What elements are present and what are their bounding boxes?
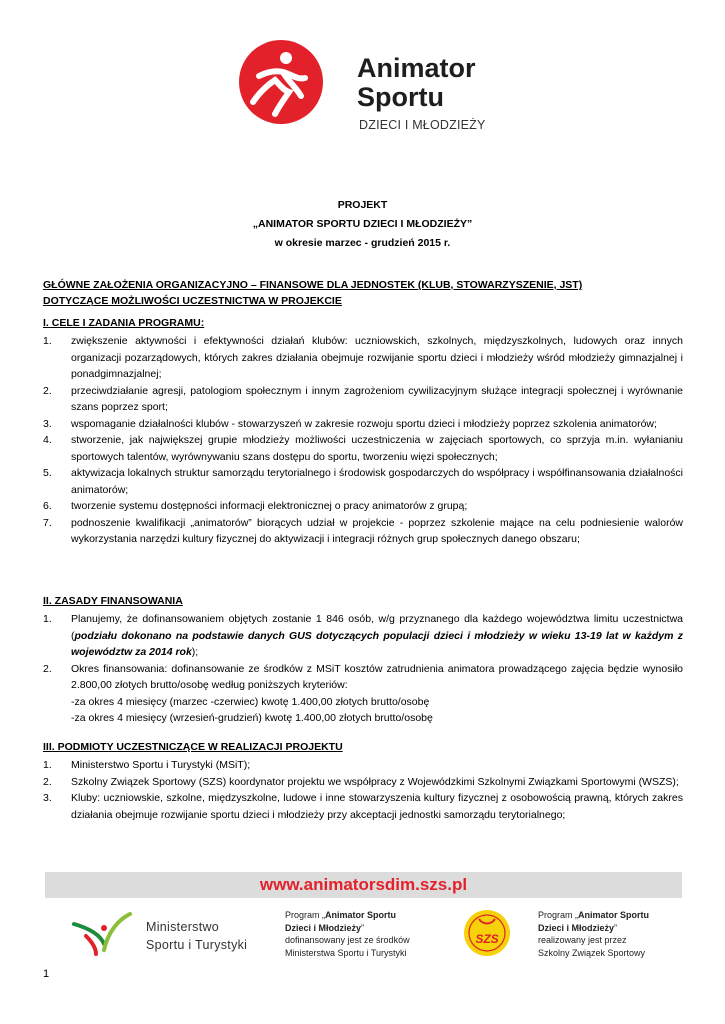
- header-line-3: w okresie marzec - grudzień 2015 r.: [274, 237, 451, 249]
- szs-logo-icon: [463, 909, 511, 957]
- logo-subtitle: DZIECI I MŁODZIEŻY: [359, 118, 486, 132]
- runner-icon: [239, 40, 323, 124]
- main-heading-line1: GŁÓWNE ZAŁOŻENIA ORGANIZACYJNO – FINANSOWE DLA JEDNOSTEK (KLUB, STOWARZYSZENIE, JST): [43, 279, 583, 291]
- list-item: 1. Planujemy, że dofinansowaniem objętych zostanie 1 846 osób, w/g przyznanego dla każdego województwa limitu uczestnictwa (podziału dokonano na podstawie danych GUS dotyczących populacji dzieci i młodzieży w wieku 13-19 lat w każdym z województw za 2014 rok);: [43, 613, 683, 658]
- main-heading-line2: DOTYCZĄCE MOŻLIWOŚCI UCZESTNICTWA W PROJEKCIE: [43, 294, 342, 307]
- szs-logo-text: SZS: [475, 932, 499, 946]
- list-item: 2. Okres finansowania: dofinansowanie ze środków z MSiT kosztów zatrudnienia animatora prowadzącego zajęcia będzie wynosiło 2.800,00 złotych brutto/osobę według poniższych kryteriów: -za okres 4 miesięcy (marzec -czerwiec) kwotę 1.400,00 złotych brutto/osobę -za okres 4 miesięcy (wrzesień-grudzień) kwotę 1.400,00 złotych brutto/osobę: [43, 662, 683, 724]
- list-item: 3. wspomaganie działalności klubów - stowarzyszeń w zakresie rozwoju sportu dzieci i młodzieży poprzez szkolenia animatorów;: [43, 417, 657, 430]
- page-number: 1: [43, 968, 50, 980]
- section-2-title: II. ZASADY FINANSOWANIA: [43, 595, 183, 607]
- list-item: 1. Ministerstwo Sportu i Turystyki (MSiT);: [43, 759, 251, 771]
- logo-title-line1: Animator: [357, 53, 476, 83]
- ministry-logo-icon: [66, 910, 136, 956]
- program-info-1: Program „Animator Sportu Dzieci i Młodzieży” dofinansowany jest ze środków Ministerstwa Sportu i Turystyki: [285, 910, 410, 958]
- list-item: 2. przeciwdziałanie agresji, patologiom społecznym i innym zagrożeniom cywilizacyjnym służące integracji społecznej i wyrównanie szans poprzez sport;: [43, 384, 683, 413]
- main-heading: [43, 278, 683, 309]
- section-2-list: [43, 611, 683, 727]
- animator-logo-emblem: [239, 40, 323, 124]
- header-line-1: PROJEKT: [337, 199, 388, 211]
- website-banner: [45, 872, 682, 898]
- section-3-list: [43, 757, 683, 823]
- section-3-title: III. PODMIOTY UCZESTNICZĄCE W REALIZACJI PROJEKTU: [43, 741, 343, 753]
- section-1-list: [43, 333, 683, 548]
- list-item: 4. stworzenie, jak największej grupie młodzieży możliwości uczestniczenia w zajęciach sportowych, co sprzyja m.in. wyłanianiu sportowych talentów, wyrównywaniu szans dostępu do sportu, tworzeniu więzi społecznych;: [43, 434, 683, 463]
- list-item: 6. tworzenie systemu dostępności informacji elektronicznej o pracy animatorów z grupą;: [43, 500, 468, 512]
- logo-title-line2: Sportu: [357, 82, 444, 112]
- program-info-2: Program „Animator Sportu Dzieci i Młodzieży” realizowany jest przez Szkolny Związek Sportowy: [538, 910, 650, 958]
- ministry-name: Ministerstwo Sportu i Turystyki: [146, 920, 248, 952]
- list-item: 3. Kluby: uczniowskie, szkolne, międzyszkolne, ludowe i inne stowarzyszenia kultury fizycznej z osobowością prawną, których zakres działania obejmuje rozwijanie sportu dzieci i młodzieży przy akceptacji jednostki samorządu terytorialnego;: [43, 792, 683, 821]
- list-item: 2. Szkolny Związek Sportowy (SZS) koordynator projektu we współpracy z Wojewódzkimi Szkolnymi Związkami Sportowymi (WSZS);: [43, 775, 679, 788]
- header-line-2: „ANIMATOR SPORTU DZIECI I MŁODZIEŻY”: [252, 218, 473, 230]
- list-item: 7. podnoszenie kwalifikacji „animatorów” biorących udział w projekcie - poprzez szkolenie mające na celu podniesienie walorów wykorzystania narzędzi kultury fizycznej do aktywizacji i integracji różnych grup społecznych danego obszaru;: [43, 516, 683, 545]
- list-item: 5. aktywizacja lokalnych struktur samorządu terytorialnego i środowisk gospodarczych do współpracy i współfinansowania działalności animatorów;: [43, 467, 683, 496]
- section-1-title: I. CELE I ZADANIA PROGRAMU:: [43, 317, 205, 329]
- list-item: 1. zwiększenie aktywności i efektywności działań klubów: uczniowskich, szkolnych, międzyszkolnych, ludowych oraz innych organizacji pozarządowych, których zakres działania obejmuje rozwijanie sportu dzieci i młodzieży wśród młodzieży gimnazjalnej i ponadgimnazjalnej;: [43, 335, 683, 380]
- website-url[interactable]: www.animatorsdim.szs.pl: [259, 875, 468, 894]
- logo-title: [357, 54, 476, 112]
